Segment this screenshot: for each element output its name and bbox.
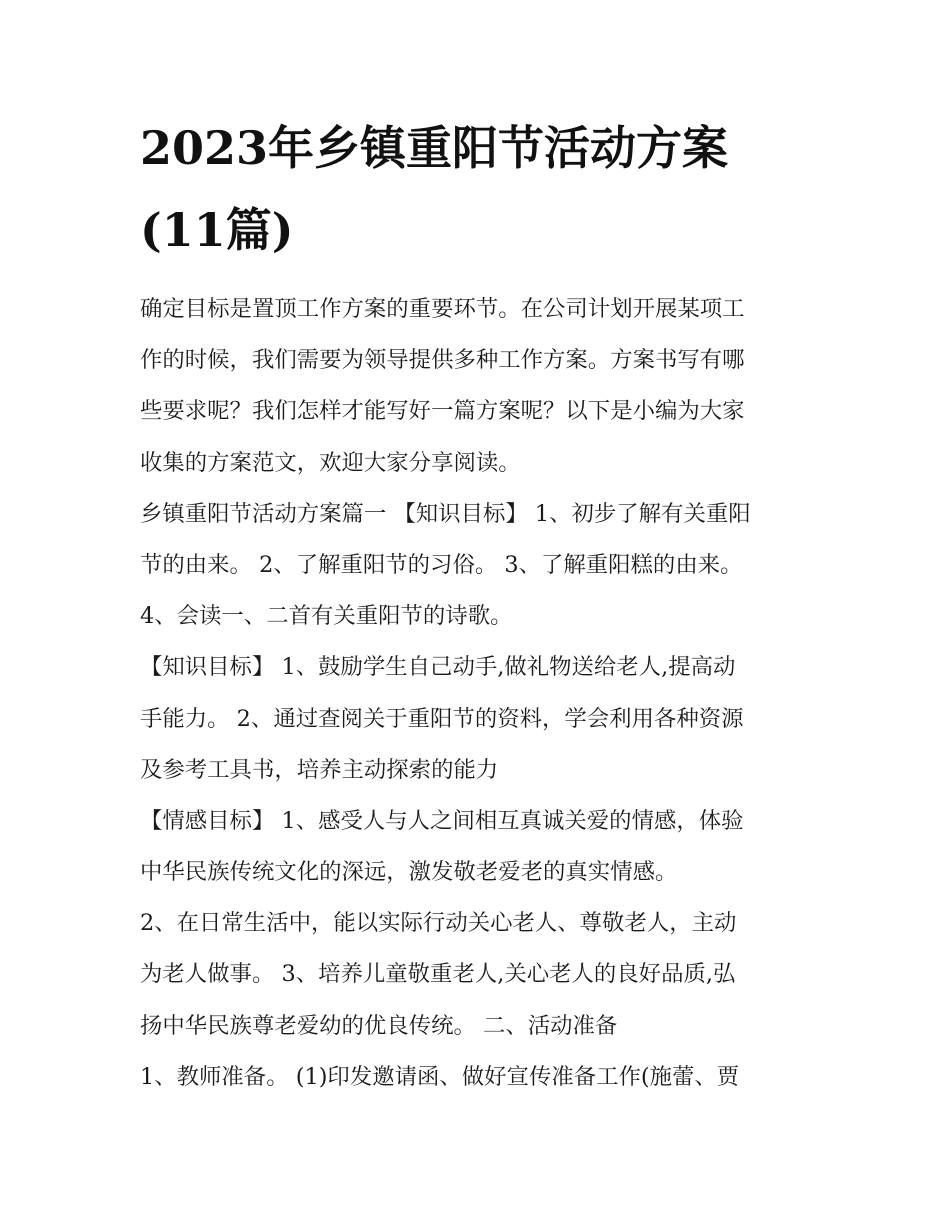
text-line: 【情感目标】 1、感受人与人之间相互真诚关爱的情感，体验 bbox=[140, 807, 744, 834]
document-title bbox=[140, 118, 812, 260]
document-content bbox=[140, 118, 812, 1103]
text-line: 为老人做事。 3、培养儿童敬重老人,关心老人的良好品质,弘 bbox=[140, 961, 736, 988]
title-line-2: (11篇) bbox=[140, 203, 294, 257]
document-body bbox=[140, 284, 812, 1103]
text-line: 中华民族传统文化的深远，激发敬老爱老的真实情感。 bbox=[140, 859, 678, 886]
paragraph-teacher-prep bbox=[140, 1052, 812, 1103]
text-line: 4、会读一、二首有关重阳节的诗歌。 bbox=[140, 603, 513, 630]
paragraph-skill-goals bbox=[140, 642, 812, 796]
text-line: 2、在日常生活中，能以实际行动关心老人、尊敬老人，主动 bbox=[140, 910, 737, 937]
text-line: 【知识目标】 1、鼓励学生自己动手,做礼物送给老人,提高动 bbox=[140, 654, 736, 681]
title-line-1: 2023年乡镇重阳节活动方案 bbox=[140, 121, 729, 175]
text-line: 些要求呢？我们怎样才能写好一篇方案呢？以下是小编为大家 bbox=[140, 398, 745, 425]
text-line: 扬中华民族尊老爱幼的优良传统。 二、活动准备 bbox=[140, 1012, 618, 1039]
paragraph-knowledge-goals bbox=[140, 489, 812, 643]
text-line: 作的时候，我们需要为领导提供多种工作方案。方案书写有哪 bbox=[140, 347, 745, 374]
text-line: 确定目标是置顶工作方案的重要环节。在公司计划开展某项工 bbox=[140, 296, 745, 322]
text-line: 手能力。 2、通过查阅关于重阳节的资料，学会利用各种资源 bbox=[140, 705, 744, 732]
text-line: 1、教师准备。 (1)印发邀请函、做好宣传准备工作(施蕾、贾 bbox=[140, 1063, 740, 1090]
text-line: 节的由来。 2、了解重阳节的习俗。 3、了解重阳糕的由来。 bbox=[140, 551, 743, 578]
paragraph-intro bbox=[140, 284, 812, 489]
text-line: 收集的方案范文，欢迎大家分享阅读。 bbox=[140, 449, 521, 476]
text-line: 及参考工具书，培养主动探索的能力 bbox=[140, 756, 499, 783]
paragraph-daily-life bbox=[140, 898, 812, 1052]
text-line: 乡镇重阳节活动方案篇一 【知识目标】 1、初步了解有关重阳 bbox=[140, 500, 751, 527]
paragraph-emotion-goals bbox=[140, 796, 812, 898]
